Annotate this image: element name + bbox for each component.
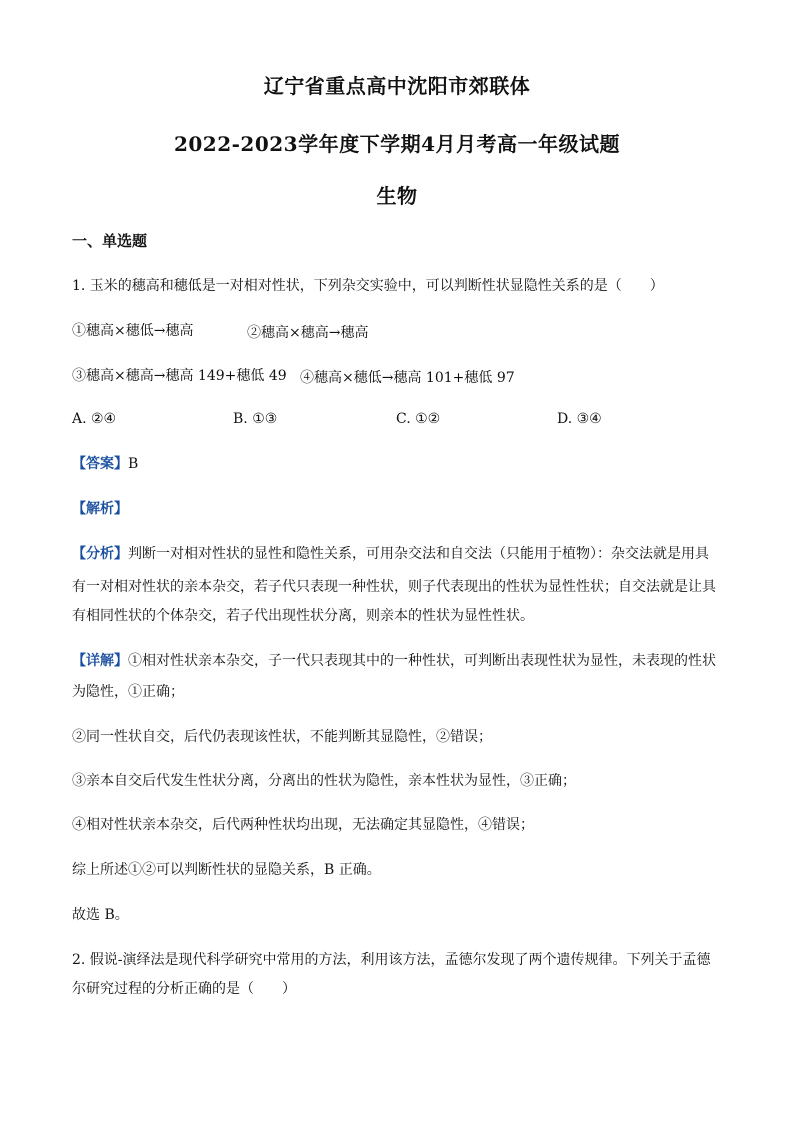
xiangjie-text-1: ①相对性状亲本杂交，子一代只表现其中的一种性状，可判断出表现性状为显性，未表现的性状 <box>128 653 716 669</box>
q1-option-a: A. ②④ <box>72 411 117 427</box>
xiangjie-line-1 <box>72 652 716 670</box>
fenxi-tag: 【分析】 <box>72 546 128 562</box>
conclusion-line: 故选 B。 <box>72 907 129 923</box>
section-title: 一、单选题 <box>72 232 148 250</box>
xiangjie-text-2: 为隐性，①正确； <box>72 684 184 700</box>
xiangjie-text-5: ④相对性状亲本杂交，后代两种性状均出现，无法确定其显隐性，④错误； <box>72 817 534 833</box>
subject-title: 生物 <box>376 184 418 208</box>
fenxi-line-1 <box>72 545 709 563</box>
answer-tag: 【答案】 <box>72 456 128 472</box>
analysis-tag: 【解析】 <box>72 501 128 517</box>
q1-option-c: C. ①② <box>396 411 441 427</box>
q1-item-3: ③穗高×穗高→穗高 149+穗低 49 <box>72 368 287 384</box>
answer-value: B <box>128 456 139 472</box>
question-1-stem: 1. 玉米的穗高和穗低是一对相对性状，下列杂交实验中，可以判断性状显隐性关系的是（ ） <box>72 278 664 294</box>
question-2-stem-1: 2. 假说-演绎法是现代科学研究中常用的方法，利用该方法，孟德尔发现了两个遗传规律。下列关于孟德 <box>72 952 711 968</box>
fenxi-text-1: 判断一对相对性状的显性和隐性关系，可用杂交法和自交法（只能用于植物）：杂交法就是用具 <box>128 546 709 562</box>
q1-item-2: ②穗高×穗高→穗高 <box>247 325 369 341</box>
xiangjie-text-4: ③亲本自交后代发生性状分离，分离出的性状为隐性，亲本性状为显性，③正确； <box>72 773 576 789</box>
q1-option-d: D. ③④ <box>557 411 602 427</box>
question-2-stem-2: 尔研究过程的分析正确的是（ ） <box>72 981 296 997</box>
school-title: 辽宁省重点高中沈阳市郊联体 <box>263 74 531 98</box>
q1-option-b: B. ①③ <box>233 411 278 427</box>
q1-item-4: ④穗高×穗低→穗高 101+穗低 97 <box>300 370 515 386</box>
answer-line <box>72 455 138 473</box>
q1-item-1: ①穗高×穗低→穗高 <box>72 323 194 339</box>
fenxi-text-2: 有一对相对性状的亲本杂交，若子代只表现一种性状，则子代表现出的性状为显性性状；自交法就是让具 <box>72 579 716 595</box>
xiangjie-tag: 【详解】 <box>72 653 128 669</box>
summary-line: 综上所述①②可以判断性状的显隐关系，B 正确。 <box>72 862 381 878</box>
fenxi-text-3: 有相同性状的个体杂交，若子代出现性状分离，则亲本的性状为显性性状。 <box>72 608 534 624</box>
analysis-line <box>72 500 128 518</box>
xiangjie-text-3: ②同一性状自交，后代仍表现该性状，不能判断其显隐性，②错误； <box>72 729 492 745</box>
exam-title: 2022-2023学年度下学期4月月考高一年级试题 <box>173 132 621 156</box>
